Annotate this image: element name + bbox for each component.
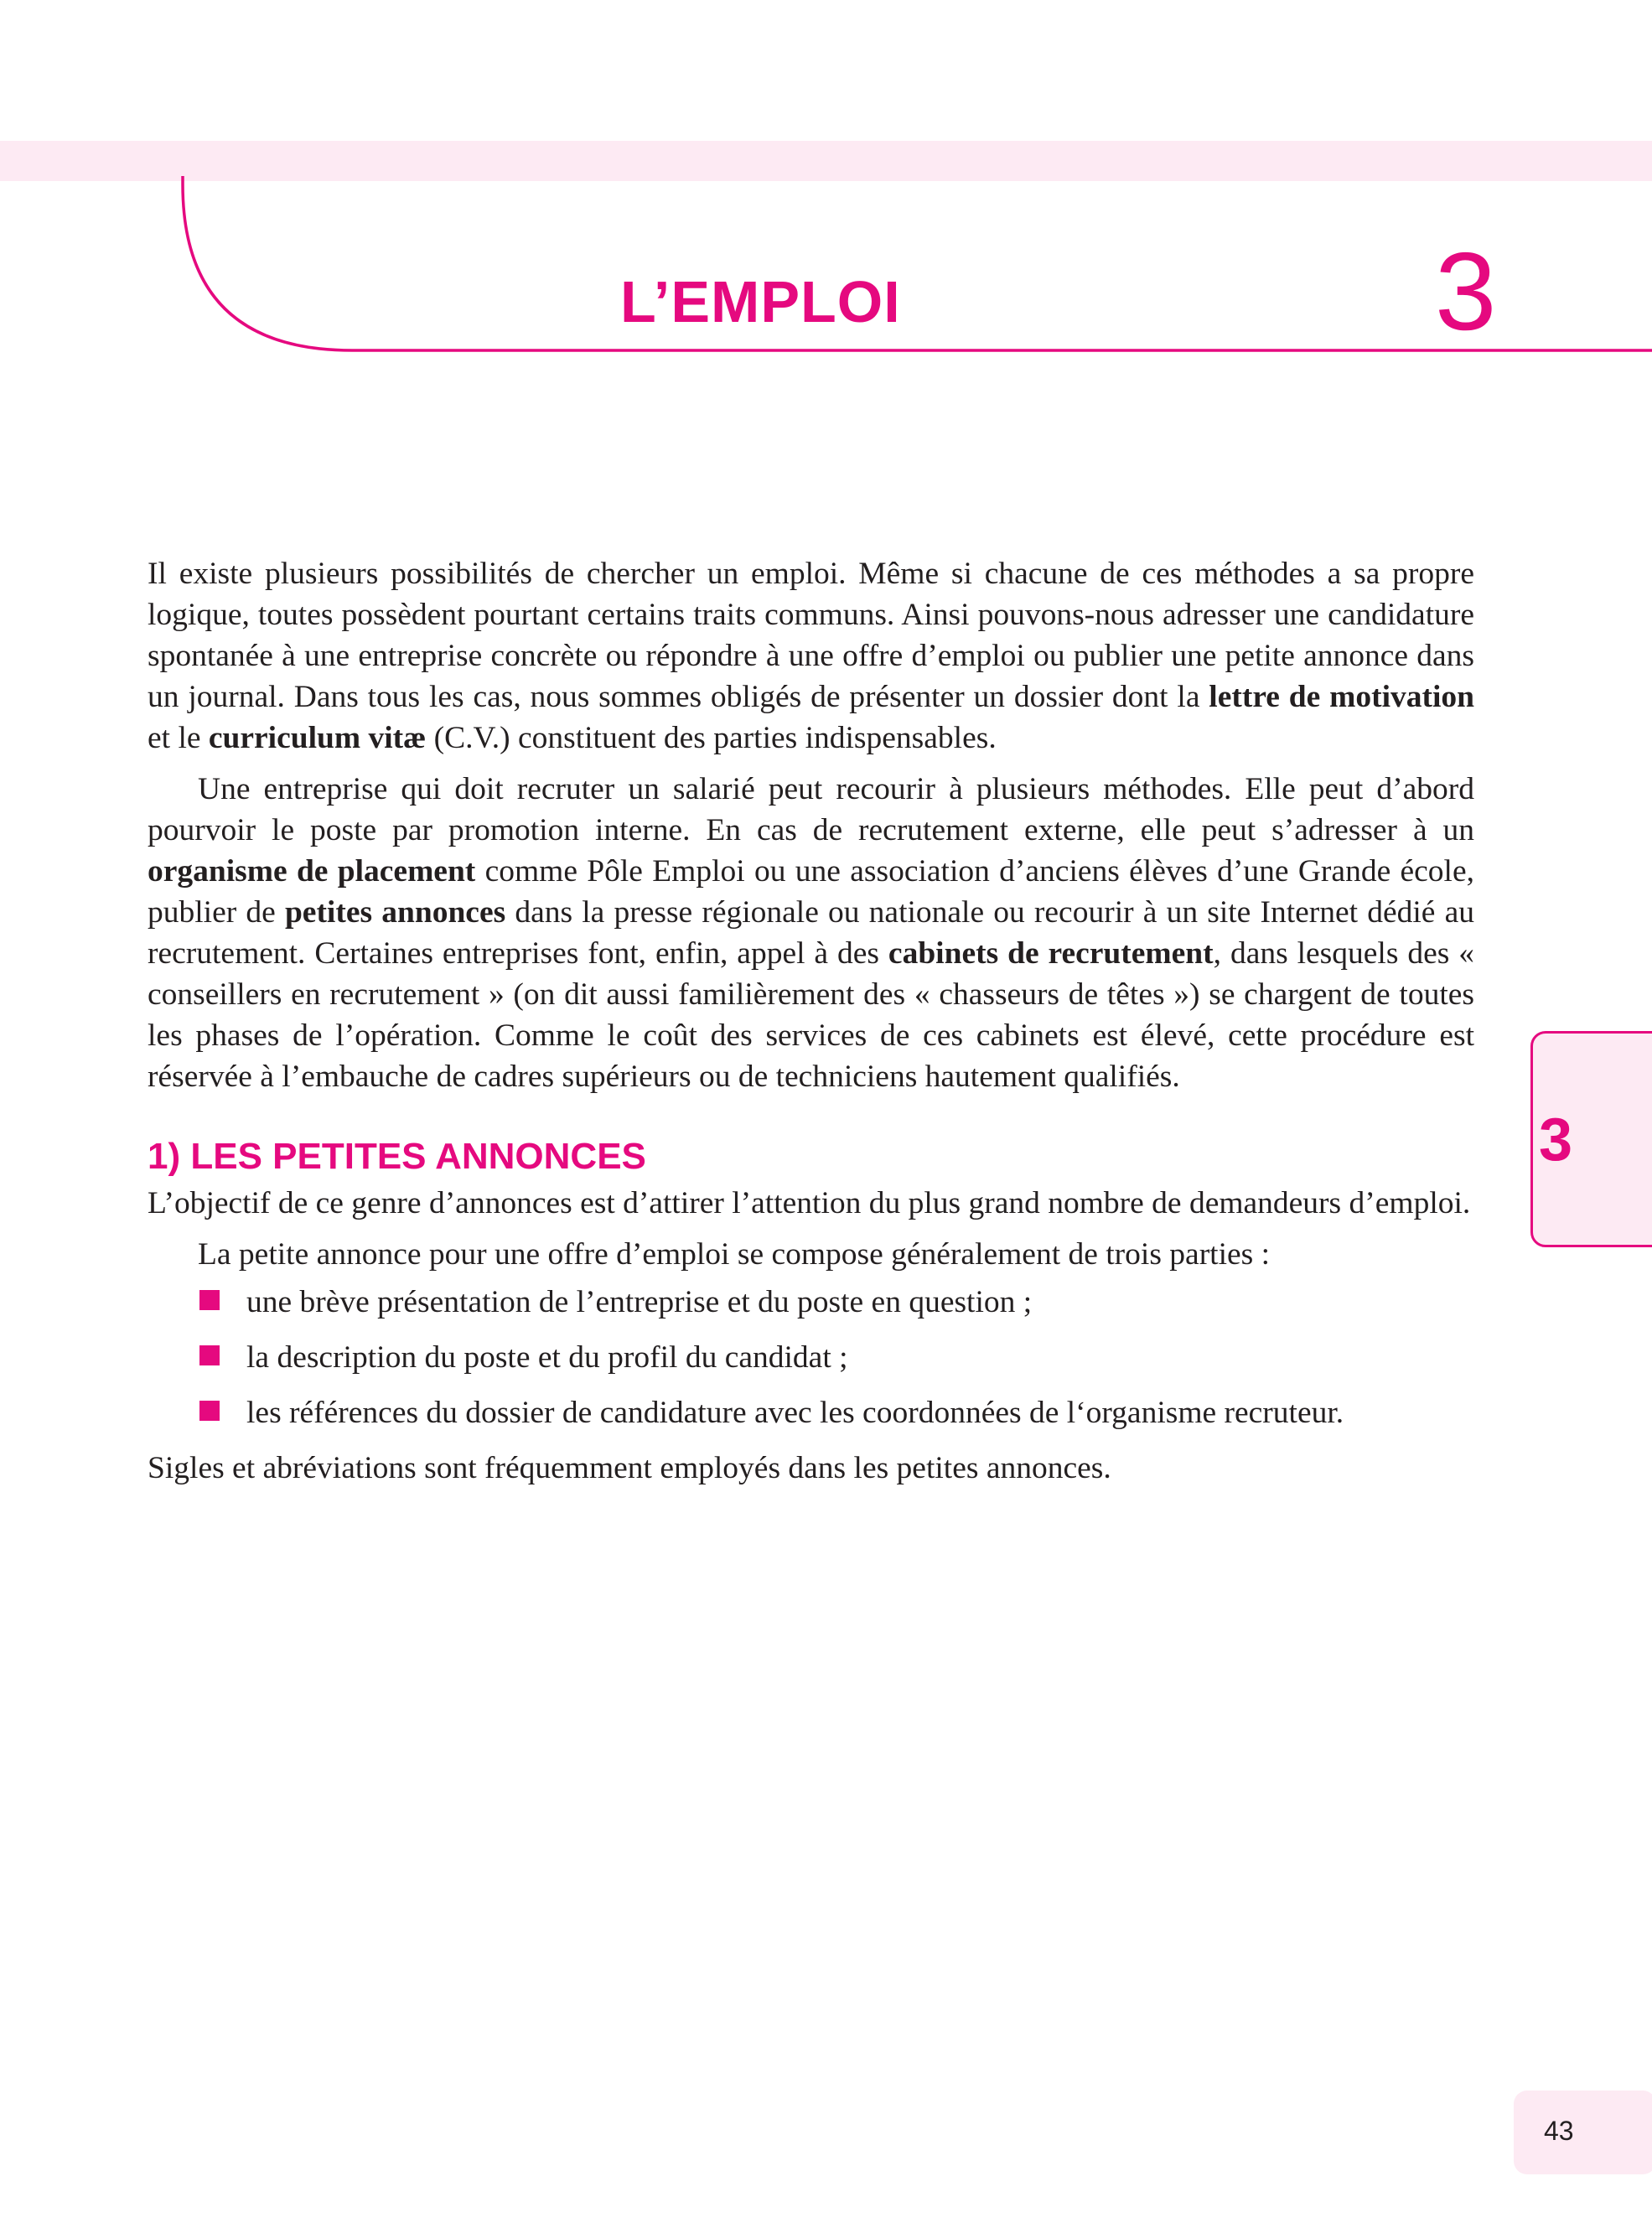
square-bullet-icon [199, 1290, 220, 1310]
section-title: 1) LES PETITES ANNONCES [148, 1136, 646, 1177]
header-band [0, 141, 1652, 181]
section-paragraph-3: Sigles et abréviations sont fréquemment employés dans les petites annonces. [148, 1451, 1111, 1485]
term-curriculum-vitae: curriculum vitæ [208, 721, 427, 755]
bullet-list [148, 1282, 1474, 1433]
intro-paragraph-1: Il existe plusieurs possibilités de chercher un emploi. Même si chacune de ces méthodes a sa propre logique, toutes possèdent pourtant certains traits communs. Ainsi pouvons-nous adresser une candidature spontanée à une entreprise concrète ou répondre à une offre d’emploi ou publier une petite annonce dans un journal. Dans tous les cas, nous sommes obligés de présenter un dossier dont la lettre de motivation et le curriculum vitæ (C.V.) constituent des parties indispensables. [148, 557, 1474, 755]
square-bullet-icon [199, 1345, 220, 1365]
side-tab-number: 3 [1539, 1106, 1573, 1174]
page-number-box [1514, 2091, 1652, 2174]
term-organisme-de-placement: organisme de placement [148, 854, 476, 889]
list-item: une brève présentation de l’entreprise et du poste en question ; [148, 1282, 1474, 1323]
term-lettre-de-motivation: lettre de motivation [1209, 680, 1474, 714]
list-item: la description du poste et du profil du candidat ; [148, 1337, 1474, 1378]
term-petites-annonces: petites annonces [284, 895, 506, 930]
section-paragraph-1: L’objectif de ce genre d’annonces est d’attirer l’attention du plus grand nombre de demandeurs d’emploi. [148, 1186, 1471, 1220]
main-content [148, 553, 1474, 1489]
list-item: les références du dossier de candidature avec les coordonnées de l‘organisme recruteur. [148, 1392, 1474, 1433]
intro-paragraph-2: Une entreprise qui doit recruter un salarié peut recourir à plusieurs méthodes. Elle peut d’abord pourvoir le poste par promotion interne. En cas de recrutement externe, elle peut s’adresser à un organisme de placement comme Pôle Emploi ou une association d’anciens élèves d’une Grande école, publier de petites annonces dans la presse régionale ou nationale ou recourir à un site Internet dédié au recrutement. Certaines entreprises font, enfin, appel à des cabinets de recrutement, dans lesquels des « conseillers en recrutement » (on dit aussi familièrement des « chasseurs de têtes ») se chargent de toutes les phases de l’opération. Comme le coût des services de ces cabinets est élevé, cette procédure est réservée à l’embauche de cadres supérieurs ou de techniciens hautement qualifiés. [148, 772, 1474, 1094]
square-bullet-icon [199, 1401, 220, 1421]
chapter-number: 3 [1435, 230, 1497, 353]
page-number: 43 [1544, 2116, 1574, 2146]
section-paragraph-2: La petite annonce pour une offre d’emploi se compose généralement de trois parties : [198, 1237, 1271, 1272]
chapter-title: L’EMPLOI [620, 269, 901, 334]
term-cabinets-de-recrutement: cabinets de recrutement [888, 936, 1214, 971]
